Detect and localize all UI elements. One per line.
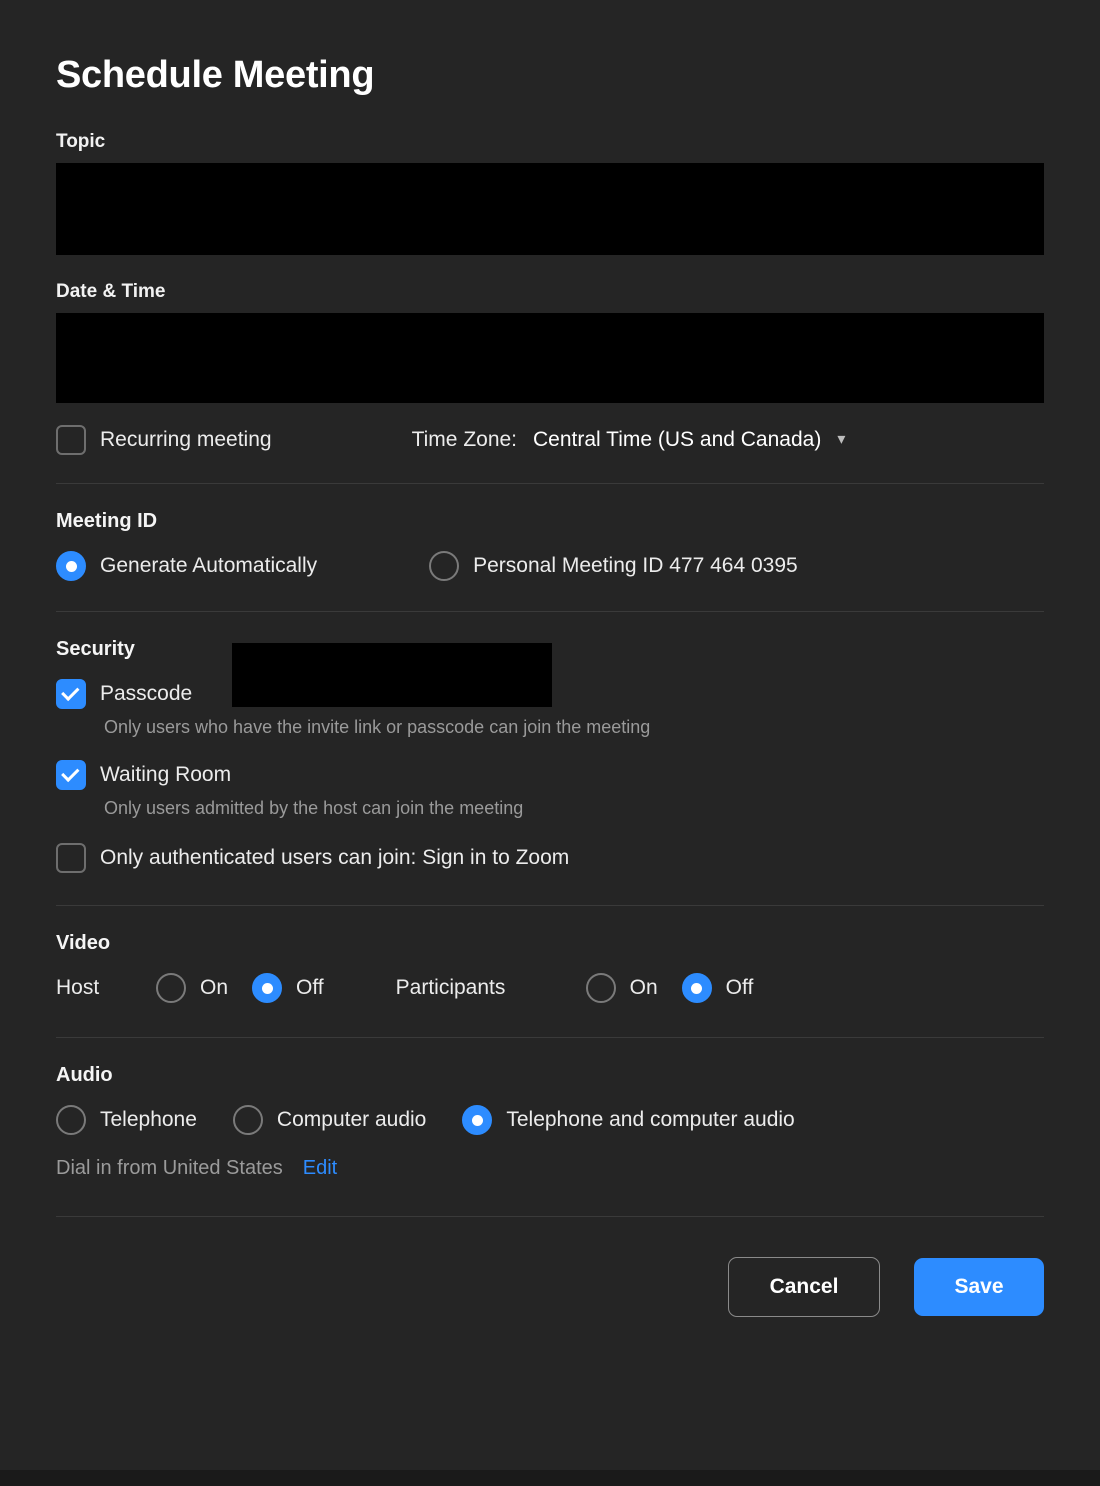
divider	[56, 1216, 1044, 1217]
video-host-label: Host	[56, 976, 100, 999]
time-zone-select[interactable]	[517, 428, 845, 452]
radio-icon[interactable]	[252, 973, 282, 1003]
video-participants-label: Participants	[395, 976, 506, 999]
waiting-room-label: Waiting Room	[100, 763, 232, 786]
time-zone-label: Time Zone:	[411, 428, 518, 451]
participants-video-off-label: Off	[725, 976, 754, 999]
waiting-room-row	[56, 760, 1044, 790]
checkbox-icon[interactable]	[56, 425, 86, 455]
radio-icon[interactable]	[56, 551, 86, 581]
security-title: Security	[56, 638, 135, 660]
topic-label: Topic	[56, 131, 106, 152]
date-time-label: Date & Time	[56, 281, 166, 302]
video-title: Video	[56, 932, 111, 954]
window-bottom-edge	[0, 1470, 1100, 1486]
passcode-note: Only users who have the invite link or passcode can join the meeting	[104, 717, 651, 737]
page-title: Schedule Meeting	[56, 54, 375, 96]
audio-computer-label: Computer audio	[276, 1108, 427, 1131]
radio-audio-both[interactable]	[462, 1105, 794, 1135]
video-options-row	[56, 973, 1044, 1003]
passcode-input[interactable]	[232, 643, 552, 707]
date-time-input[interactable]	[56, 313, 1044, 403]
radio-icon[interactable]	[682, 973, 712, 1003]
divider	[56, 483, 1044, 484]
audio-title: Audio	[56, 1064, 113, 1086]
authenticated-users-row	[56, 843, 1044, 873]
radio-participants-video-off[interactable]	[682, 973, 754, 1003]
divider	[56, 905, 1044, 906]
divider	[56, 1037, 1044, 1038]
topic-input[interactable]	[56, 163, 1044, 255]
radio-audio-telephone[interactable]	[56, 1105, 197, 1135]
passcode-label: Passcode	[100, 682, 193, 705]
audio-telephone-label: Telephone	[100, 1108, 197, 1131]
radio-icon[interactable]	[462, 1105, 492, 1135]
divider	[56, 611, 1044, 612]
participants-video-on-label: On	[629, 976, 658, 999]
radio-icon[interactable]	[586, 973, 616, 1003]
radio-participants-video-on[interactable]	[586, 973, 658, 1003]
dial-in-row	[56, 1157, 1044, 1180]
generate-automatically-label: Generate Automatically	[100, 554, 318, 577]
host-video-on-label: On	[200, 976, 229, 999]
audio-options-row	[56, 1105, 1044, 1135]
passcode-row	[56, 679, 1044, 709]
meeting-id-title: Meeting ID	[56, 510, 158, 532]
recurring-meeting-label: Recurring meeting	[100, 428, 272, 451]
passcode-checkbox[interactable]	[56, 679, 86, 709]
authenticated-users-checkbox[interactable]	[56, 843, 86, 873]
recurring-meeting-checkbox[interactable]	[56, 425, 272, 455]
radio-icon[interactable]	[233, 1105, 263, 1135]
dialog-footer	[56, 1257, 1044, 1317]
meeting-id-options	[56, 551, 1044, 581]
radio-icon[interactable]	[56, 1105, 86, 1135]
recurring-timezone-row	[56, 425, 1044, 455]
cancel-button[interactable]: Cancel	[728, 1257, 880, 1317]
time-zone-value: Central Time (US and Canada)	[533, 428, 822, 451]
radio-host-video-off[interactable]	[252, 973, 324, 1003]
chevron-down-icon[interactable]: ▾	[837, 431, 846, 448]
radio-personal-meeting-id[interactable]	[429, 551, 798, 581]
dial-in-text: Dial in from United States	[56, 1157, 283, 1179]
waiting-room-note: Only users admitted by the host can join the meeting	[104, 798, 524, 818]
dial-in-edit-link[interactable]: Edit	[302, 1157, 338, 1179]
radio-icon[interactable]	[156, 973, 186, 1003]
authenticated-users-label: Only authenticated users can join: Sign in to Zoom	[100, 846, 570, 869]
radio-audio-computer[interactable]	[233, 1105, 426, 1135]
host-video-off-label: Off	[296, 976, 324, 999]
radio-icon[interactable]	[429, 551, 459, 581]
save-button[interactable]: Save	[914, 1258, 1044, 1316]
audio-both-label: Telephone and computer audio	[506, 1108, 795, 1131]
radio-host-video-on[interactable]	[156, 973, 228, 1003]
waiting-room-checkbox[interactable]	[56, 760, 86, 790]
radio-generate-automatically[interactable]	[56, 551, 317, 581]
personal-meeting-id-label: Personal Meeting ID 477 464 0395	[473, 554, 798, 577]
